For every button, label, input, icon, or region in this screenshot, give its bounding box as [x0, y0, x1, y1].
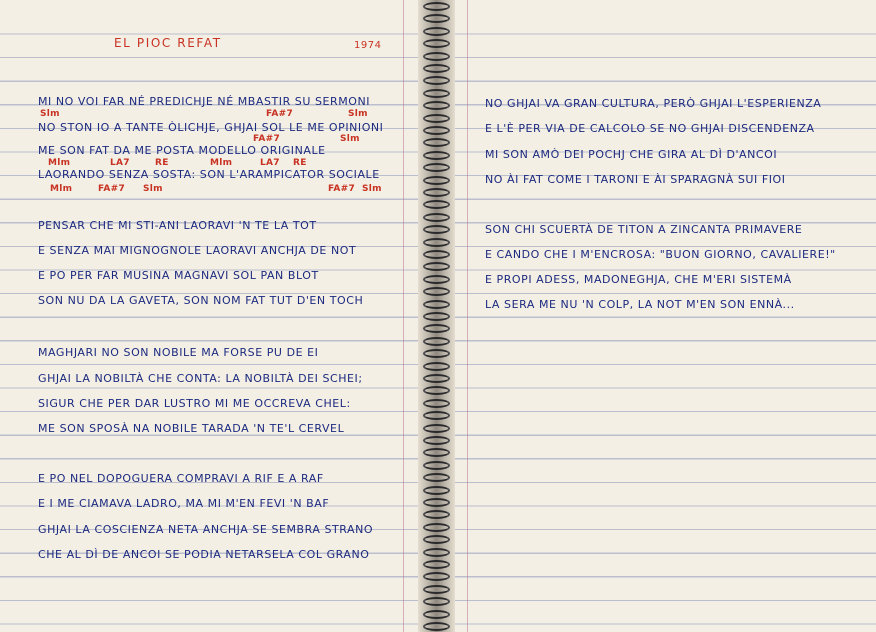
- chord-label: LA7: [110, 158, 130, 168]
- spiral-coil: [423, 213, 450, 222]
- spiral-coil: [423, 523, 450, 532]
- chord-label: Slm: [348, 109, 368, 119]
- spiral-coil: [423, 114, 450, 123]
- spiral-coil: [423, 76, 450, 85]
- spiral-coil: [423, 337, 450, 346]
- spiral-coil: [423, 374, 450, 383]
- spiral-coil: [423, 275, 450, 284]
- spiral-coil: [423, 461, 450, 470]
- spiral-coil: [423, 535, 450, 544]
- chord-label: Slm: [143, 184, 163, 194]
- lyric-line: E L'È PER VIA DE CALCOLO SE NO GHJAI DISCENDENZA: [485, 122, 815, 135]
- spiral-coil: [423, 39, 450, 48]
- lyric-line: NO STON IO A TANTE ÒLICHJE, GHJAI SOL LE ME OPINIONI: [38, 121, 384, 134]
- chord-label: RE: [155, 158, 169, 168]
- lyric-line: GHJAI LA NOBILTÀ CHE CONTA: LA NOBILTÀ DEI SCHEI;: [38, 372, 363, 385]
- spiral-coil: [423, 14, 450, 23]
- chord-label: Mlm: [50, 184, 73, 194]
- chord-label: Mlm: [210, 158, 233, 168]
- spiral-coil: [423, 27, 450, 36]
- spiral-coil: [423, 101, 450, 110]
- lyric-line: SON NU DA LA GAVETA, SON NOM FAT TUT D'EN TOCH: [38, 294, 364, 307]
- lyric-line: LA SERA ME NU 'N COLP, LA NOT M'EN SON ENNÀ...: [485, 298, 795, 311]
- chord-label: RE: [293, 158, 307, 168]
- spiral-coil: [423, 126, 450, 135]
- spiral-coil: [423, 622, 450, 631]
- lyric-line: NO ÀI FAT COME I TARONI E ÀI SPARAGNÀ SUI FIOI: [485, 173, 786, 186]
- chord-label: Mlm: [48, 158, 71, 168]
- spiral-coil: [423, 52, 450, 61]
- right-page: [455, 0, 876, 632]
- spiral-coil: [423, 597, 450, 606]
- lyric-line: E PO PER FAR MUSINA MAGNAVI SOL PAN BLOT: [38, 269, 319, 282]
- spiral-coil: [423, 548, 450, 557]
- spiral-coil: [423, 448, 450, 457]
- spiral-coil: [423, 510, 450, 519]
- spiral-coil: [423, 200, 450, 209]
- spiral-coil: [423, 176, 450, 185]
- lyric-line: SON CHI SCUERTÀ DE TITON A ZINCANTA PRIMAVERE: [485, 223, 803, 236]
- chord-label: FA#7: [98, 184, 126, 194]
- left-page: [0, 0, 418, 632]
- chord-label: FA#7: [328, 184, 356, 194]
- spiral-coil: [423, 473, 450, 482]
- lyric-line: E SENZA MAI MIGNOGNOLE LAORAVI ANCHJA DE NOT: [38, 244, 357, 257]
- spiral-coil: [423, 238, 450, 247]
- spiral-coil: [423, 560, 450, 569]
- spiral-coil: [423, 436, 450, 445]
- chord-label: Slm: [40, 109, 60, 119]
- chord-label: Slm: [362, 184, 382, 194]
- lyric-line: ME SON FAT DA ME POSTA MODELLO ORIGINALE: [38, 144, 326, 157]
- lyric-line: GHJAI LA COSCIENZA NETA ANCHJA SE SEMBRA STRANO: [38, 523, 374, 536]
- spiral-coil: [423, 89, 450, 98]
- lyric-line: MI NO VOI FAR NÉ PREDICHJE NÉ MBASTIR SU SERMONI: [38, 95, 371, 108]
- lyric-line: E PROPI ADESS, MADONEGHJA, CHE M'ERI SISTEMÀ: [485, 273, 792, 286]
- spiral-binding: [418, 0, 455, 632]
- spiral-coil: [423, 163, 450, 172]
- song-year: 1974: [354, 40, 382, 51]
- lyric-line: MI SON AMÒ DEI POCHJ CHE GIRA AL DÌ D'ANCOI: [485, 148, 778, 161]
- spiral-coil: [423, 411, 450, 420]
- spiral-coil: [423, 312, 450, 321]
- spiral-coil: [423, 486, 450, 495]
- song-title: EL PIOC REFAT: [114, 36, 222, 50]
- spiral-coil: [423, 188, 450, 197]
- lyric-line: NO GHJAI VA GRAN CULTURA, PERÒ GHJAI L'ESPERIENZA: [485, 97, 822, 110]
- spiral-coil: [423, 2, 450, 11]
- spiral-coil: [423, 287, 450, 296]
- lyric-line: E I ME CIAMAVA LADRO, MA MI M'EN FEVI 'N BAF: [38, 497, 330, 510]
- spiral-coil: [423, 138, 450, 147]
- chord-label: FA#7: [253, 134, 281, 144]
- spiral-coil: [423, 386, 450, 395]
- lyric-line: SIGUR CHE PER DAR LUSTRO MI ME OCCREVA CHEL:: [38, 397, 351, 410]
- spiral-coil: [423, 151, 450, 160]
- chord-label: FA#7: [266, 109, 294, 119]
- lyric-line: MAGHJARI NO SON NOBILE MA FORSE PU DE EI: [38, 346, 319, 359]
- spiral-coil: [423, 498, 450, 507]
- lyric-line: ME SON SPOSÀ NA NOBILE TARADA 'N TE'L CERVEL: [38, 422, 345, 435]
- lyric-line: CHE AL DÌ DE ANCOI SE PODIA NETARSELA COL GRANO: [38, 548, 370, 561]
- lyric-line: PENSAR CHE MI STI-ANI LAORAVI 'N TE LA TOT: [38, 219, 317, 232]
- spiral-coil: [423, 610, 450, 619]
- spiral-coil: [423, 349, 450, 358]
- spiral-coil: [423, 300, 450, 309]
- spiral-coil: [423, 250, 450, 259]
- lyric-line: E PO NEL DOPOGUERA COMPRAVI A RIF E A RAF: [38, 472, 324, 485]
- spiral-coil: [423, 225, 450, 234]
- spiral-coil: [423, 572, 450, 581]
- spiral-coil: [423, 64, 450, 73]
- spiral-coil: [423, 262, 450, 271]
- spiral-coil: [423, 399, 450, 408]
- lyric-line: LAORANDO SENZA SOSTA: SON L'ARAMPICATOR SOCIALE: [38, 168, 380, 181]
- spiral-coil: [423, 424, 450, 433]
- lyric-line: E CANDO CHE I M'ENCROSA: "BUON GIORNO, CAVALIERE!": [485, 248, 836, 261]
- spiral-coil: [423, 362, 450, 371]
- chord-label: LA7: [260, 158, 280, 168]
- spiral-coil: [423, 324, 450, 333]
- chord-label: Slm: [340, 134, 360, 144]
- spiral-coil: [423, 585, 450, 594]
